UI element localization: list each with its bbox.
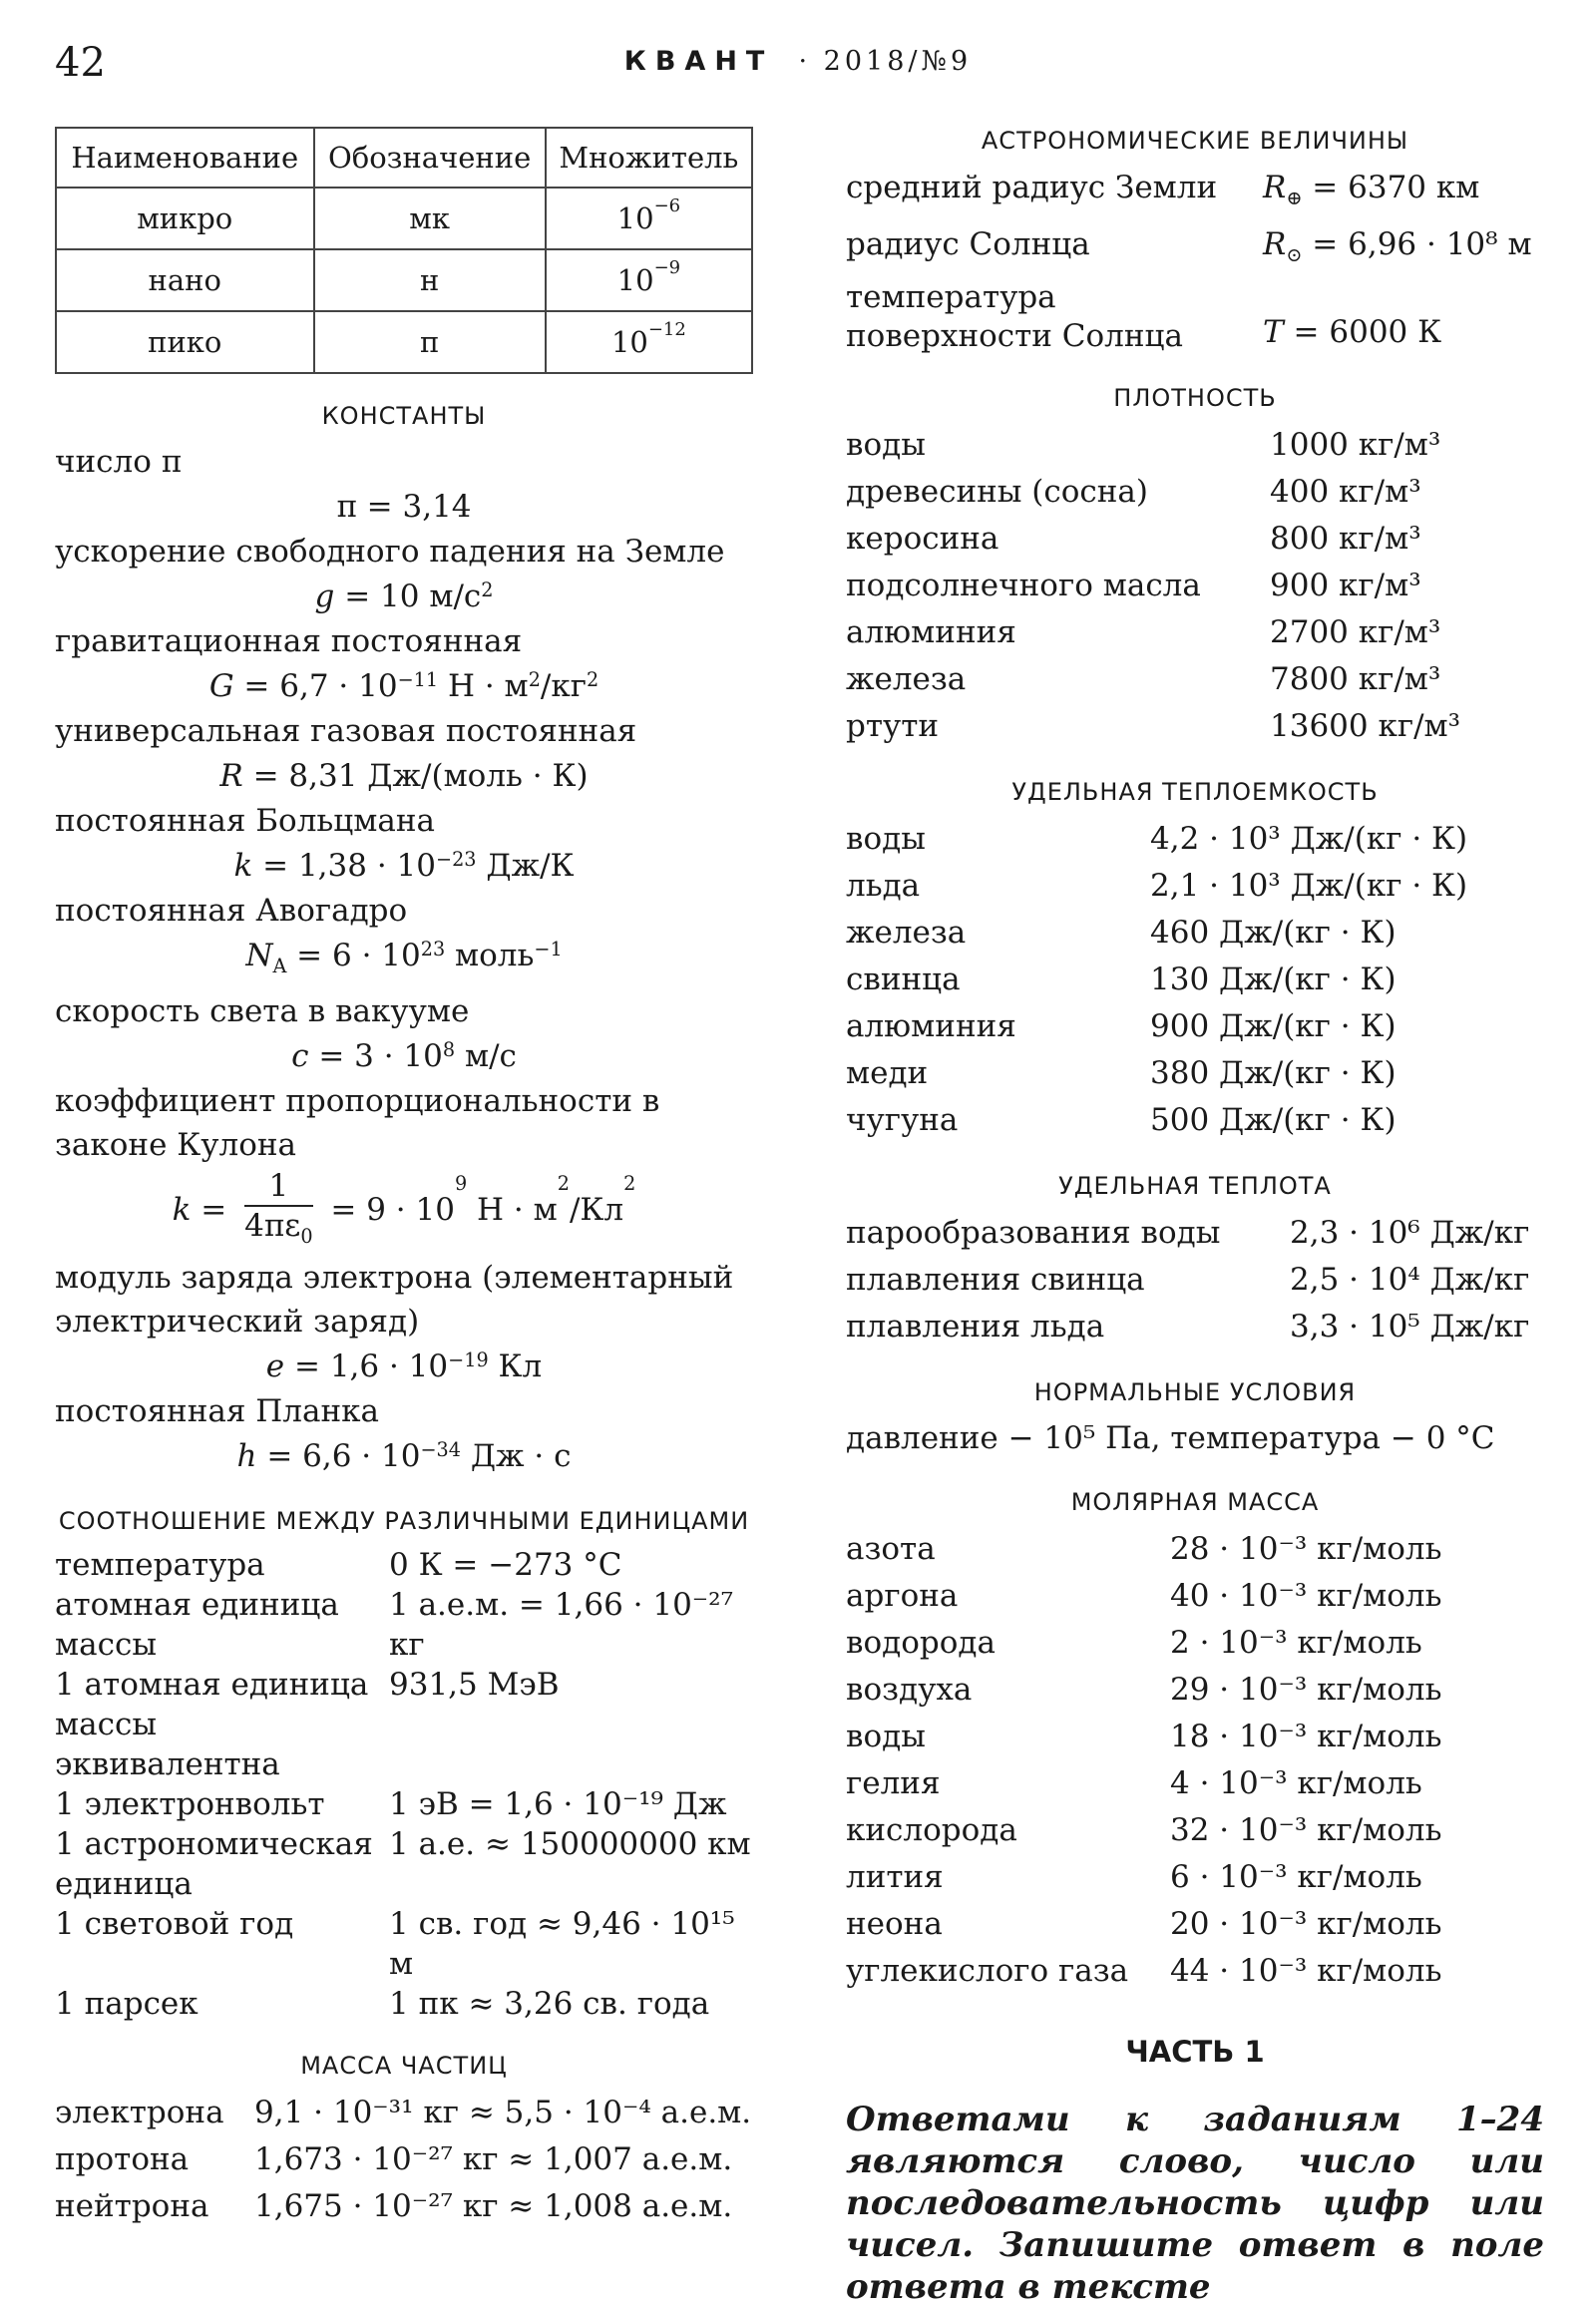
list-item — [55, 1665, 753, 1784]
const-coulomb-formula: k = $\frac{1}{4\pi\varepsilon_0}$ = $9 \cdot 10^9$ $Н \cdot м^2/Кл^2$ — [172, 1168, 636, 1249]
prefix-symbol: н — [314, 249, 546, 311]
list-item — [55, 1784, 753, 1824]
row-key: атомная единица массы — [55, 1587, 339, 1664]
row-value: 32 · 10⁻³ кг/моль — [1170, 1812, 1442, 1849]
const-light-label: скорость света в вакууме — [55, 993, 470, 1030]
row-value: $R_\oplus = 6370$ км — [1263, 170, 1480, 210]
row-key: железа — [846, 661, 967, 698]
prefix-name: пико — [56, 311, 314, 373]
table-header: Наименование — [56, 128, 314, 188]
row-value: 1,673 · 10⁻²⁷ кг ≈ 1,007 а.е.м. — [254, 2141, 733, 2178]
list-item — [846, 1948, 1544, 1995]
row-value: 1000 кг/м³ — [1270, 427, 1441, 464]
molar-mass-list — [846, 1526, 1544, 1995]
list-item — [846, 1714, 1544, 1760]
row-value: 931,5 МэВ — [389, 1667, 560, 1704]
row-key: 1 атомная единица массы эквивалентна — [55, 1667, 369, 1783]
row-key: меди — [846, 1055, 929, 1092]
page-number: 42 — [55, 40, 106, 86]
list-item — [55, 1984, 753, 2024]
section-title-particle-mass: МАССА ЧАСТИЦ — [300, 2052, 508, 2081]
list-item — [846, 910, 1544, 957]
section-title-astro: АСТРОНОМИЧЕСКИЕ ВЕЛИЧИНЫ — [981, 127, 1409, 155]
table-header-row — [56, 128, 752, 188]
list-item — [55, 2090, 753, 2136]
section-title-heat-capacity: УДЕЛЬНАЯ ТЕПЛОЕМКОСТЬ — [1011, 778, 1379, 807]
list-item — [846, 469, 1544, 516]
row-value: $R_⊙ = 6,96 \cdot 10^8$ м — [1263, 226, 1532, 267]
list-item — [55, 1585, 753, 1665]
section-title-latent-heat: УДЕЛЬНАЯ ТЕПЛОТА — [1058, 1172, 1332, 1201]
row-key: 1 парсек — [55, 1986, 199, 2023]
latent-heat-list — [846, 1210, 1544, 1350]
journal-title: КВАНТ — [623, 46, 774, 77]
row-key: железа — [846, 915, 967, 952]
table-row — [56, 311, 752, 373]
list-item — [846, 1257, 1544, 1304]
issue-number: · 2018/№9 — [798, 46, 973, 77]
list-item — [846, 1760, 1544, 1807]
part-intro: Ответами к заданиям 1–24 являются слово, число или последовательность цифр или чисел. Запишите ответ в поле ответа в тексте — [846, 2100, 1544, 2308]
const-planck-formula: $h = 6,6 \cdot 10^{-34}$ Дж · с — [236, 1438, 572, 1475]
const-planck-label: постоянная Планка — [55, 1393, 380, 1430]
prefix-name: нано — [56, 249, 314, 311]
row-value: 500 Дж/(кг · К) — [1150, 1102, 1396, 1139]
const-grav-formula: $G = 6,7 \cdot 10^{-11}$ $Н \cdot м^2/кг^2$ — [208, 668, 599, 704]
list-item — [846, 563, 1544, 609]
row-key: парообразования воды — [846, 1215, 1221, 1252]
row-key: алюминия — [846, 614, 1016, 651]
row-key: средний радиус Земли — [846, 170, 1218, 205]
list-item — [846, 278, 1544, 356]
row-key: неона — [846, 1906, 943, 1943]
list-item — [846, 609, 1544, 656]
const-boltz-label: постоянная Больцмана — [55, 803, 435, 839]
row-key: воды — [846, 821, 926, 858]
running-header — [0, 46, 1596, 77]
section-title-units: СООТНОШЕНИЕ МЕЖДУ РАЗЛИЧНЫМИ ЕДИНИЦАМИ — [58, 1507, 750, 1536]
row-key: протона — [55, 2141, 190, 2178]
row-key: кислорода — [846, 1812, 1017, 1849]
list-item — [846, 816, 1544, 863]
const-g-label: ускорение свободного падения на Земле — [55, 534, 725, 570]
const-avog-formula: $N_A = 6 \cdot 10^{23}$ моль$^{-1}$ — [245, 938, 563, 978]
row-value: 2 · 10⁻³ кг/моль — [1170, 1625, 1422, 1662]
row-key: плавления свинца — [846, 1262, 1145, 1299]
row-key: подсолнечного масла — [846, 568, 1201, 604]
row-value: 7800 кг/м³ — [1270, 661, 1441, 698]
row-value: 2,5 · 10⁴ Дж/кг — [1290, 1262, 1530, 1299]
list-item — [55, 1904, 753, 1984]
row-value: 1,675 · 10⁻²⁷ кг ≈ 1,008 а.е.м. — [254, 2188, 733, 2225]
list-item — [846, 1667, 1544, 1714]
row-value: 20 · 10⁻³ кг/моль — [1170, 1906, 1442, 1943]
row-key: алюминия — [846, 1008, 1016, 1045]
row-value: 2700 кг/м³ — [1270, 614, 1441, 651]
part-title: ЧАСТЬ 1 — [1125, 2035, 1265, 2070]
section-title-density: ПЛОТНОСТЬ — [1113, 384, 1277, 413]
row-value: 1 эВ = 1,6 · 10⁻¹⁹ Дж — [389, 1786, 727, 1823]
row-value: 460 Дж/(кг · К) — [1150, 915, 1396, 952]
list-item — [846, 422, 1544, 469]
row-key: 1 световой год — [55, 1906, 294, 1943]
list-item — [846, 221, 1544, 278]
list-item — [55, 2136, 753, 2183]
row-value: 2,3 · 10⁶ Дж/кг — [1290, 1215, 1530, 1252]
prefix-symbol: мк — [314, 188, 546, 249]
row-key: углекислого газа — [846, 1953, 1129, 1990]
list-item — [846, 1097, 1544, 1144]
row-value: 1 а.е.м. = 1,66 · 10⁻²⁷ кг — [389, 1587, 734, 1664]
row-key: радиус Солнца — [846, 226, 1090, 263]
prefix-table — [55, 127, 753, 374]
list-item — [846, 656, 1544, 703]
row-key: аргона — [846, 1578, 959, 1615]
row-value: 1 а.е. ≈ 150000000 км — [389, 1826, 751, 1863]
row-value: 4 · 10⁻³ кг/моль — [1170, 1765, 1422, 1802]
density-list — [846, 422, 1544, 750]
table-header: Множитель — [546, 128, 752, 188]
prefix-name: микро — [56, 188, 314, 249]
const-charge-label: модуль заряда электрона (элементарный электрический заряд) — [55, 1260, 734, 1341]
heat-capacity-list — [846, 816, 1544, 1144]
table-row — [56, 188, 752, 249]
prefix-multiplier: $10^{-12}$ — [546, 311, 752, 373]
list-item — [55, 1545, 753, 1585]
const-pi-label: число π — [55, 444, 183, 480]
list-item — [846, 1573, 1544, 1620]
row-key: лития — [846, 1859, 944, 1896]
row-key: гелия — [846, 1765, 941, 1802]
list-item — [846, 1210, 1544, 1257]
row-value: 9,1 · 10⁻³¹ кг ≈ 5,5 · 10⁻⁴ а.е.м. — [254, 2095, 752, 2131]
const-pi-value: π = 3,14 — [336, 489, 472, 525]
list-item — [846, 1050, 1544, 1097]
section-title-normal: НОРМАЛЬНЫЕ УСЛОВИЯ — [1033, 1378, 1357, 1407]
astro-list — [846, 165, 1544, 356]
row-value: 28 · 10⁻³ кг/моль — [1170, 1531, 1442, 1568]
row-value: 130 Дж/(кг · К) — [1150, 962, 1396, 998]
row-value: 44 · 10⁻³ кг/моль — [1170, 1953, 1442, 1990]
list-item — [846, 1304, 1544, 1350]
list-item — [846, 703, 1544, 750]
section-title-constants: КОНСТАНТЫ — [321, 402, 487, 430]
row-key: температура поверхности Солнца — [846, 279, 1183, 355]
row-key: свинца — [846, 962, 961, 998]
const-light-formula: $c = 3 \cdot 10^8$ м/с — [291, 1038, 517, 1075]
row-key: плавления льда — [846, 1309, 1105, 1346]
const-boltz-formula: $k = 1,38 \cdot 10^{-23}$ Дж/К — [233, 848, 575, 884]
row-value: 800 кг/м³ — [1270, 521, 1421, 558]
particle-mass-list — [55, 2090, 753, 2230]
row-key: воздуха — [846, 1672, 973, 1709]
table-header: Обозначение — [314, 128, 546, 188]
const-grav-label: гравитационная постоянная — [55, 623, 523, 659]
prefix-symbol: п — [314, 311, 546, 373]
row-key: древесины (сосна) — [846, 474, 1149, 511]
section-title-molar-mass: МОЛЯРНАЯ МАССА — [1070, 1488, 1320, 1517]
const-coulomb-label: коэффициент пропорциональности в законе Кулона — [55, 1083, 660, 1164]
row-value: 380 Дж/(кг · К) — [1150, 1055, 1396, 1092]
list-item — [846, 863, 1544, 910]
list-item — [846, 516, 1544, 563]
list-item — [846, 165, 1544, 221]
table-row — [56, 249, 752, 311]
row-value: 18 · 10⁻³ кг/моль — [1170, 1719, 1442, 1755]
const-charge-formula: $e = 1,6 \cdot 10^{-19}$ Кл — [265, 1348, 543, 1385]
const-gas-label: универсальная газовая постоянная — [55, 713, 637, 749]
list-item — [55, 2183, 753, 2230]
row-key: чугуна — [846, 1102, 959, 1139]
row-key: 1 астрономическая единица — [55, 1826, 373, 1903]
row-value: 6 · 10⁻³ кг/моль — [1170, 1859, 1422, 1896]
row-key: нейтрона — [55, 2188, 209, 2225]
left-column — [55, 127, 753, 2230]
row-key: воды — [846, 427, 926, 464]
list-item — [846, 1526, 1544, 1573]
normal-conditions-text: давление − 10⁵ Па, температура − 0 °С — [846, 1420, 1495, 1457]
row-key: ртути — [846, 708, 940, 745]
row-value: 1 св. год ≈ 9,46 · 10¹⁵ м — [389, 1906, 735, 1983]
row-key: воды — [846, 1719, 926, 1755]
row-key: водорода — [846, 1625, 996, 1662]
row-key: электрона — [55, 2095, 224, 2131]
row-value: 1 пк ≈ 3,26 св. года — [389, 1986, 710, 2023]
row-value: 4,2 · 10³ Дж/(кг · К) — [1150, 821, 1468, 858]
const-gas-formula: R = 8,31 Дж/(моль · К) — [219, 758, 589, 794]
row-value: 2,1 · 10³ Дж/(кг · К) — [1150, 868, 1468, 905]
list-item — [55, 1824, 753, 1904]
list-item — [846, 1854, 1544, 1901]
prefix-multiplier: $10^{-9}$ — [546, 249, 752, 311]
row-key: 1 электронвольт — [55, 1786, 325, 1823]
row-value: 40 · 10⁻³ кг/моль — [1170, 1578, 1442, 1615]
row-value: 0 К = −273 °С — [389, 1547, 622, 1584]
row-value: 400 кг/м³ — [1270, 474, 1421, 511]
row-value: 29 · 10⁻³ кг/моль — [1170, 1672, 1442, 1709]
row-value: T = 6000 К — [1263, 314, 1442, 351]
row-value: 900 кг/м³ — [1270, 568, 1421, 604]
row-value: 900 Дж/(кг · К) — [1150, 1008, 1396, 1045]
row-value: 3,3 · 10⁵ Дж/кг — [1290, 1309, 1530, 1346]
const-g-formula: g = 10 $м/с^2$ — [314, 578, 494, 614]
row-key: азота — [846, 1531, 936, 1568]
list-item — [846, 1807, 1544, 1854]
list-item — [846, 957, 1544, 1003]
units-list — [55, 1545, 753, 2024]
const-avog-label: постоянная Авогадро — [55, 893, 408, 929]
list-item — [846, 1003, 1544, 1050]
prefix-multiplier: $10^{-6}$ — [546, 188, 752, 249]
row-key: температура — [55, 1547, 265, 1584]
row-value: 13600 кг/м³ — [1270, 708, 1461, 745]
list-item — [846, 1620, 1544, 1667]
row-key: льда — [846, 868, 921, 905]
list-item — [846, 1901, 1544, 1948]
row-key: керосина — [846, 521, 999, 558]
right-column — [846, 127, 1544, 2308]
